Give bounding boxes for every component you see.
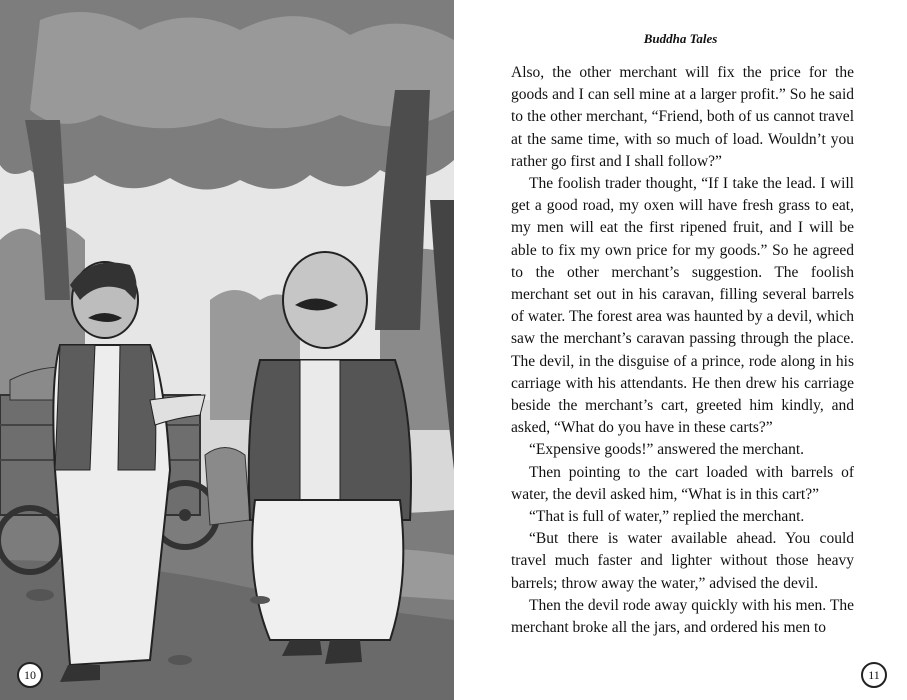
paragraph-5: “That is full of water,” replied the merchant.: [529, 508, 805, 526]
story-text: [511, 62, 854, 639]
paragraph-2: The foolish trader thought, “If I take the lead. I will get a good road, my oxen will have fresh grass to eat, my men will eat the first ripened fruit, and I will be able to fix my own price for my goods.” So he agreed to the other merchant’s suggestion. The foolish merchant set out in his caravan, filling several barrels of water. The forest area was haunted by a devil, which saw the merchant’s caravan passing through the place. The devil, in the disguise of a prince, rode along in his carriage with his attendants. He then drew his carriage beside the merchant’s cart, greeted him kindly, and asked, “What do you have in these carts?”: [511, 175, 854, 437]
paragraph-7: Then the devil rode away quickly with his men. The merchant broke all the jars, and ordered his men to: [511, 596, 854, 637]
paragraph-6: “But there is water available ahead. You could travel much faster and lighter without those heavy barrels; throw away the water,” advised the devil.: [511, 530, 854, 592]
running-title: Buddha Tales: [643, 31, 718, 46]
page-number-right: 11: [861, 662, 887, 688]
paragraph-1: Also, the other merchant will fix the price for the goods and I can sell mine at a larger profit.” So he said to the other merchant, “Friend, both of us cannot travel at the same time, with so much of load. Wouldn’t you rather go first and I shall follow?”: [511, 64, 854, 170]
right-page: [454, 0, 907, 700]
paragraph-3: “Expensive goods!” answered the merchant.: [529, 441, 805, 459]
page-number-left: 10: [17, 662, 43, 688]
paragraph-4: Then pointing to the cart loaded with barrels of water, the devil asked him, “What is in this cart?”: [511, 463, 854, 503]
